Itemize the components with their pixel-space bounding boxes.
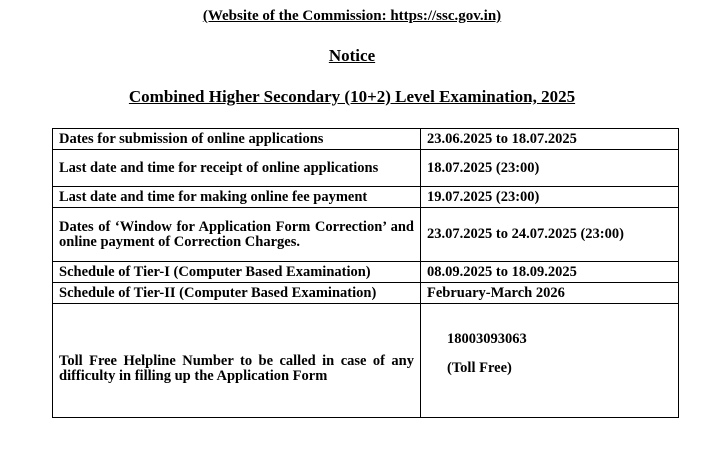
table-row xyxy=(53,283,679,304)
row-label: Schedule of Tier-II (Computer Based Examination) xyxy=(53,283,421,304)
helpline-number: 18003093063 xyxy=(447,330,527,347)
table-row xyxy=(53,187,679,208)
row-value: 19.07.2025 (23:00) xyxy=(421,187,679,208)
row-value: February-March 2026 xyxy=(421,283,679,304)
helpline-label: Toll Free Helpline Number to be called in case of any difficulty in filling up the Application Form xyxy=(59,352,414,384)
table-row xyxy=(53,129,679,150)
helpline-label-cell xyxy=(53,304,421,418)
row-value: 18.07.2025 (23:00) xyxy=(421,150,679,187)
row-label: Schedule of Tier-I (Computer Based Examination) xyxy=(53,262,421,283)
row-value: 23.06.2025 to 18.07.2025 xyxy=(421,129,679,150)
row-label: Last date and time for making online fee payment xyxy=(53,187,421,208)
row-value: 23.07.2025 to 24.07.2025 (23:00) xyxy=(421,208,679,262)
helpline-note: (Toll Free) xyxy=(447,359,512,376)
row-value: 08.09.2025 to 18.09.2025 xyxy=(421,262,679,283)
table-row xyxy=(53,150,679,187)
row-label: Dates of ‘Window for Application Form Correction’ and online payment of Correction Charges. xyxy=(53,208,421,262)
schedule-table xyxy=(52,128,679,418)
table-row xyxy=(53,262,679,283)
notice-heading: Notice xyxy=(328,46,376,65)
table-row xyxy=(53,208,679,262)
row-label: Last date and time for receipt of online applications xyxy=(53,150,421,187)
row-label: Dates for submission of online applications xyxy=(53,129,421,150)
website-line: (Website of the Commission: https://ssc.gov.in) xyxy=(202,8,502,24)
helpline-value-cell xyxy=(421,304,679,418)
exam-title: Combined Higher Secondary (10+2) Level Examination, 2025 xyxy=(128,87,576,106)
helpline-row xyxy=(53,304,679,418)
